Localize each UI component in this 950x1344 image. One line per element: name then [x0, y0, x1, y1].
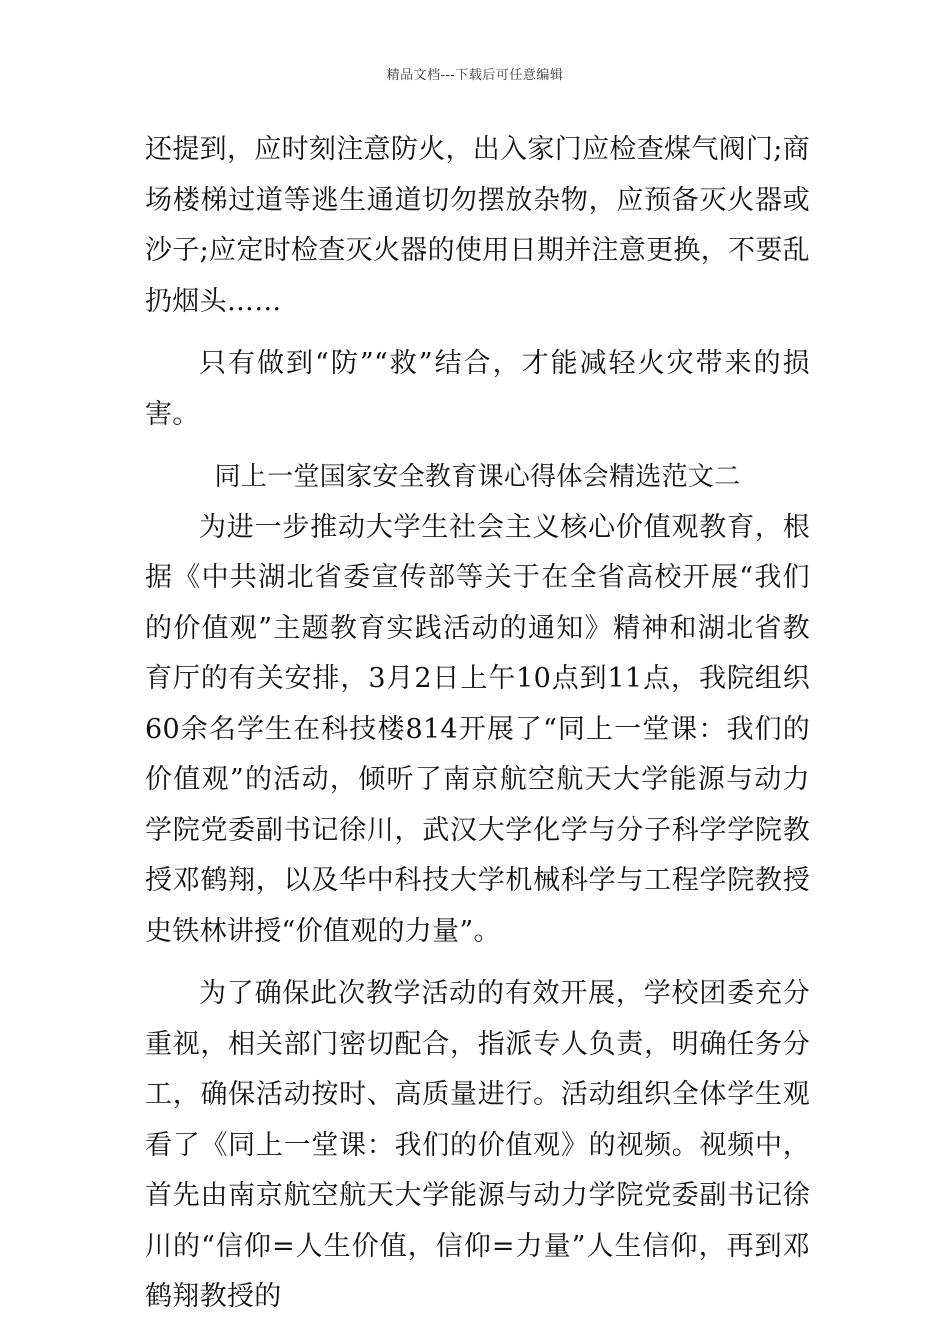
paragraph-activity-intro: 为进一步推动大学生社会主义核心价值观教育，根据《中共湖北省委宣传部等关于在全省高校开展“我们的价值观”主题教育实践活动的通知》精神和湖北省教育厅的有关安排，3月2日上午10点到11点，我院组织60余名学生在科技楼814开展了“同上一堂课：我们的价值观”的活动，倾听了南京航空航天大学能源与动力学院党委副书记徐川，武汉大学化学与分子科学学院教授邓鹤翔，以及华中科技大学机械科学与工程学院教授史铁林讲授“价值观的力量”。 [145, 511, 810, 947]
page-header: 精品文档---下载后可任意编辑 [386, 68, 564, 83]
document-body [145, 125, 810, 1323]
paragraph-conclusion: 只有做到“防”“救”结合，才能减轻火灾带来的损害。 [145, 348, 810, 430]
paragraph-activity-details: 为了确保此次教学活动的有效开展，学校团委充分重视，相关部门密切配合，指派专人负责，明确任务分工，确保活动按时、高质量进行。活动组织全体学生观看了《同上一堂课：我们的价值观》的视频。视频中，首先由南京航空航天大学能源与动力学院党委副书记徐川的“信仰=人生价值，信仰=力量”人生信仰，再到邓鹤翔教授的 [145, 978, 810, 1312]
section-title: 同上一堂国家安全教育课心得体会精选范文二 [214, 462, 741, 492]
paragraph-fire-safety-tips: 还提到，应时刻注意防火，出入家门应检查煤气阀门;商场楼梯过道等逃生通道切勿摆放杂物，应预备灭火器或沙子;应定时检查灭火器的使用日期并注意更换，不要乱扔烟头…… [145, 134, 810, 317]
